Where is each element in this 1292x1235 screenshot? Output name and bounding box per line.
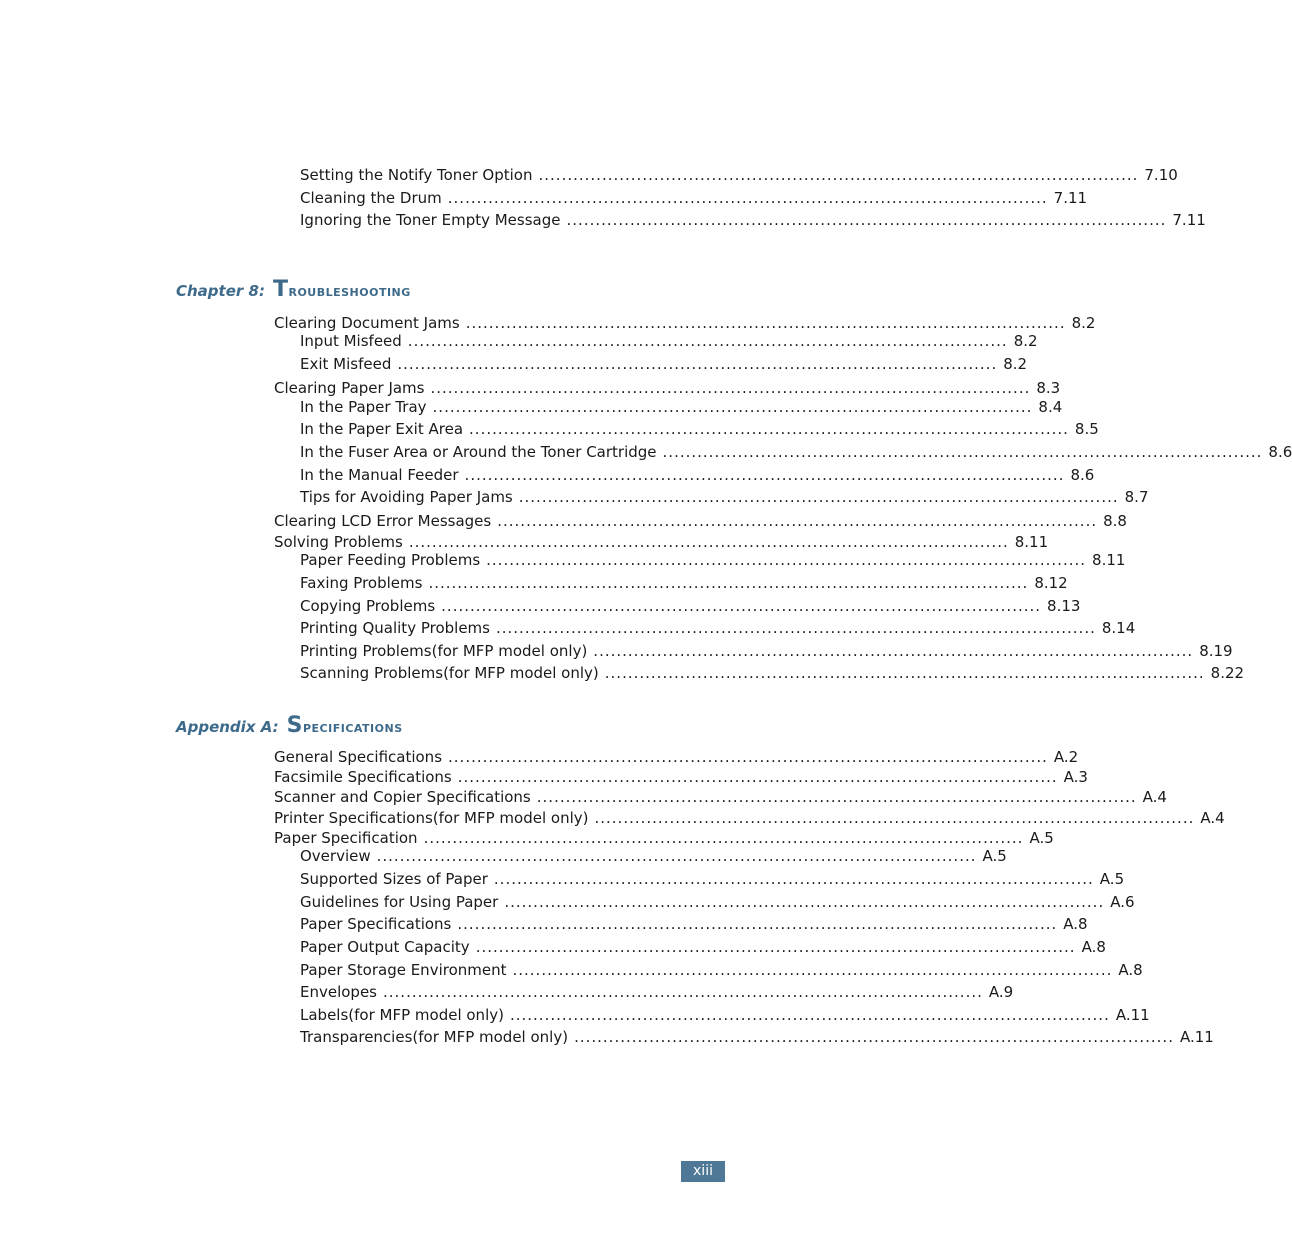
toc-entry-label: Transparencies(for MFP model only) xyxy=(300,1028,569,1046)
toc-leader: ........................................................................................................ xyxy=(430,379,1031,397)
toc-entry[interactable] xyxy=(300,189,1088,207)
toc-leader: ........................................................................................................ xyxy=(512,961,1113,979)
toc-entry[interactable] xyxy=(300,420,1099,438)
toc-entry-page: 8.6 xyxy=(1268,443,1292,461)
toc-entry[interactable] xyxy=(300,1028,1214,1046)
toc-leader: ........................................................................................................ xyxy=(566,211,1167,229)
toc-entry-page: 8.19 xyxy=(1199,642,1233,660)
toc-entry-label: Copying Problems xyxy=(300,597,436,615)
toc-entry-label: Clearing LCD Error Messages xyxy=(274,512,492,530)
toc-leader: ........................................................................................................ xyxy=(432,398,1033,416)
toc-entry-label: Envelopes xyxy=(300,983,377,1001)
toc-entry-label: Cleaning the Drum xyxy=(300,189,442,207)
chapter-prefix: Chapter 8: xyxy=(176,282,265,300)
toc-leader: ........................................................................................................ xyxy=(493,870,1094,888)
toc-entry-page: A.5 xyxy=(1099,870,1125,888)
toc-entry-label: Clearing Paper Jams xyxy=(274,379,425,397)
toc-leader: ........................................................................................................ xyxy=(448,748,1048,766)
toc-entry-page: 8.12 xyxy=(1034,574,1068,592)
toc-entry-page: 7.11 xyxy=(1172,211,1206,229)
toc-entry[interactable] xyxy=(300,597,1081,615)
toc-leader: ........................................................................................................ xyxy=(604,664,1205,682)
toc-leader: ........................................................................................................ xyxy=(397,355,998,373)
toc-leader: ........................................................................................................ xyxy=(469,420,1069,438)
toc-entry-label: Setting the Notify Toner Option xyxy=(300,166,533,184)
toc-leader: ........................................................................................................ xyxy=(475,938,1076,956)
toc-entry-page: 8.11 xyxy=(1014,533,1049,551)
toc-leader: ........................................................................................................ xyxy=(447,189,1048,207)
toc-entry[interactable] xyxy=(274,512,1127,530)
toc-entry-page: A.9 xyxy=(988,983,1014,1001)
toc-leader: ........................................................................................................ xyxy=(441,597,1042,615)
toc-entry-page: A.4 xyxy=(1142,788,1167,806)
toc-entry-page: 8.3 xyxy=(1036,379,1061,397)
toc-entry-label: Overview xyxy=(300,847,371,865)
toc-entry[interactable] xyxy=(300,332,1038,350)
toc-leader: ........................................................................................................ xyxy=(574,1028,1174,1046)
toc-entry[interactable] xyxy=(300,166,1178,184)
toc-entry-label: Tips for Avoiding Paper Jams xyxy=(300,488,513,506)
toc-entry[interactable] xyxy=(300,211,1206,229)
toc-entry-page: 8.2 xyxy=(1013,332,1038,350)
chapter-heading[interactable] xyxy=(176,277,411,302)
toc-leader: ........................................................................................................ xyxy=(408,533,1009,551)
toc-leader: ........................................................................................................ xyxy=(662,443,1263,461)
toc-leader: ........................................................................................................ xyxy=(594,809,1195,827)
toc-entry-label: In the Manual Feeder xyxy=(300,466,459,484)
toc-entry-label: Faxing Problems xyxy=(300,574,423,592)
toc-entry-page: 8.2 xyxy=(1071,314,1096,332)
appendix-heading[interactable] xyxy=(176,713,403,738)
toc-entry-page: A.8 xyxy=(1081,938,1106,956)
toc-entry-page: A.4 xyxy=(1200,809,1225,827)
toc-entry[interactable] xyxy=(300,488,1149,506)
toc-entry-label: General Specifications xyxy=(274,748,443,766)
toc-entry-page: 8.6 xyxy=(1070,466,1095,484)
toc-leader: ........................................................................................................ xyxy=(495,619,1096,637)
toc-entry[interactable] xyxy=(300,355,1028,373)
toc-entry[interactable] xyxy=(300,574,1068,592)
toc-entry-page: 8.4 xyxy=(1038,398,1063,416)
toc-entry-label: Printing Quality Problems xyxy=(300,619,490,637)
toc-entry-label: Solving Problems xyxy=(274,533,403,551)
toc-entry[interactable] xyxy=(300,847,1007,865)
toc-entry-page: 8.13 xyxy=(1047,597,1081,615)
toc-entry-label: Paper Feeding Problems xyxy=(300,551,481,569)
toc-entry-label: Paper Storage Environment xyxy=(300,961,507,979)
toc-entry-page: 8.11 xyxy=(1092,551,1126,569)
toc-entry-label: Scanner and Copier Specifications xyxy=(274,788,531,806)
toc-entry-page: A.6 xyxy=(1110,893,1135,911)
toc-entry-page: 8.8 xyxy=(1103,512,1127,530)
toc-leader: ........................................................................................................ xyxy=(486,551,1087,569)
toc-entry[interactable] xyxy=(274,748,1079,766)
toc-leader: ........................................................................................................ xyxy=(423,829,1024,847)
page-number-badge: xiii xyxy=(681,1161,725,1182)
toc-entry[interactable] xyxy=(274,768,1088,786)
toc-entry[interactable] xyxy=(274,379,1061,397)
toc-leader: ........................................................................................................ xyxy=(504,893,1105,911)
toc-entry[interactable] xyxy=(300,551,1126,569)
appendix-title-rest: pecifications xyxy=(302,717,403,736)
toc-entry[interactable] xyxy=(300,443,1292,461)
toc-leader: ........................................................................................................ xyxy=(465,314,1066,332)
chapter-title-initial: T xyxy=(272,277,289,302)
appendix-title-initial: S xyxy=(286,713,303,738)
toc-leader: ........................................................................................................ xyxy=(376,847,977,865)
toc-entry[interactable] xyxy=(300,398,1063,416)
appendix-prefix: Appendix A: xyxy=(176,718,279,736)
toc-entry[interactable] xyxy=(274,829,1054,847)
toc-entry-page: 8.22 xyxy=(1210,664,1245,682)
toc-entry-page: A.11 xyxy=(1179,1028,1214,1046)
toc-leader: ........................................................................................................ xyxy=(428,574,1029,592)
toc-entry[interactable] xyxy=(274,533,1049,551)
toc-leader: ........................................................................................................ xyxy=(464,466,1065,484)
toc-leader: ........................................................................................................ xyxy=(509,1006,1110,1024)
toc-entry-label: Printer Specifications(for MFP model only) xyxy=(274,809,589,827)
toc-entry[interactable] xyxy=(300,664,1245,682)
toc-leader: ........................................................................................................ xyxy=(383,983,983,1001)
toc-entry-page: A.8 xyxy=(1063,915,1088,933)
toc-entry-label: Clearing Document Jams xyxy=(274,314,460,332)
toc-leader: ........................................................................................................ xyxy=(407,332,1008,350)
toc-leader: ........................................................................................................ xyxy=(538,166,1139,184)
toc-entry-label: Printing Problems(for MFP model only) xyxy=(300,642,588,660)
toc-entry-label: Supported Sizes of Paper xyxy=(300,870,488,888)
toc-entry[interactable] xyxy=(300,466,1095,484)
toc-entry-page: A.3 xyxy=(1063,768,1088,786)
toc-entry-page: A.2 xyxy=(1053,748,1079,766)
toc-entry-label: In the Paper Exit Area xyxy=(300,420,464,438)
chapter-title-rest: roubleshooting xyxy=(288,281,411,300)
toc-entry[interactable] xyxy=(300,1006,1150,1024)
toc-entry-label: Paper Specifications xyxy=(300,915,452,933)
toc-entry-label: Guidelines for Using Paper xyxy=(300,893,499,911)
toc-entry[interactable] xyxy=(274,788,1167,806)
toc-entry[interactable] xyxy=(300,938,1106,956)
toc-entry-page: 7.11 xyxy=(1053,189,1088,207)
toc-entry[interactable] xyxy=(300,619,1136,637)
toc-entry-label: Ignoring the Toner Empty Message xyxy=(300,211,561,229)
toc-entry-page: A.5 xyxy=(982,847,1007,865)
toc-entry[interactable] xyxy=(300,642,1233,660)
toc-entry[interactable] xyxy=(274,314,1096,332)
toc-entry[interactable] xyxy=(274,809,1225,827)
toc-entry-page: 8.2 xyxy=(1003,355,1028,373)
toc-entry[interactable] xyxy=(300,893,1135,911)
toc-entry-label: In the Fuser Area or Around the Toner Cartridge xyxy=(300,443,657,461)
toc-leader: ........................................................................................................ xyxy=(457,768,1058,786)
toc-entry-page: 7.10 xyxy=(1144,166,1178,184)
toc-entry-label: Scanning Problems(for MFP model only) xyxy=(300,664,599,682)
toc-entry[interactable] xyxy=(300,870,1125,888)
toc-entry-label: Paper Output Capacity xyxy=(300,938,470,956)
toc-leader: ........................................................................................................ xyxy=(593,642,1194,660)
toc-entry-page: A.8 xyxy=(1118,961,1143,979)
toc-entry-page: A.5 xyxy=(1029,829,1054,847)
toc-entry[interactable] xyxy=(300,983,1014,1001)
toc-leader: ........................................................................................................ xyxy=(518,488,1119,506)
toc-entry[interactable] xyxy=(300,961,1143,979)
toc-leader: ........................................................................................................ xyxy=(497,512,1098,530)
toc-entry-label: Labels(for MFP model only) xyxy=(300,1006,504,1024)
toc-entry-page: 8.7 xyxy=(1124,488,1149,506)
chapter-title xyxy=(273,277,411,302)
toc-entry-label: In the Paper Tray xyxy=(300,398,427,416)
toc-entry-page: A.11 xyxy=(1115,1006,1150,1024)
toc-entry-page: 8.5 xyxy=(1074,420,1099,438)
toc-entry-label: Facsimile Specifications xyxy=(274,768,452,786)
toc-leader: ........................................................................................................ xyxy=(457,915,1058,933)
toc-entry[interactable] xyxy=(300,915,1088,933)
toc-leader: ........................................................................................................ xyxy=(536,788,1137,806)
toc-entry-page: 8.14 xyxy=(1101,619,1136,637)
appendix-title xyxy=(287,713,403,738)
toc-entry-label: Exit Misfeed xyxy=(300,355,392,373)
toc-entry-label: Input Misfeed xyxy=(300,332,402,350)
toc-entry-label: Paper Specification xyxy=(274,829,418,847)
